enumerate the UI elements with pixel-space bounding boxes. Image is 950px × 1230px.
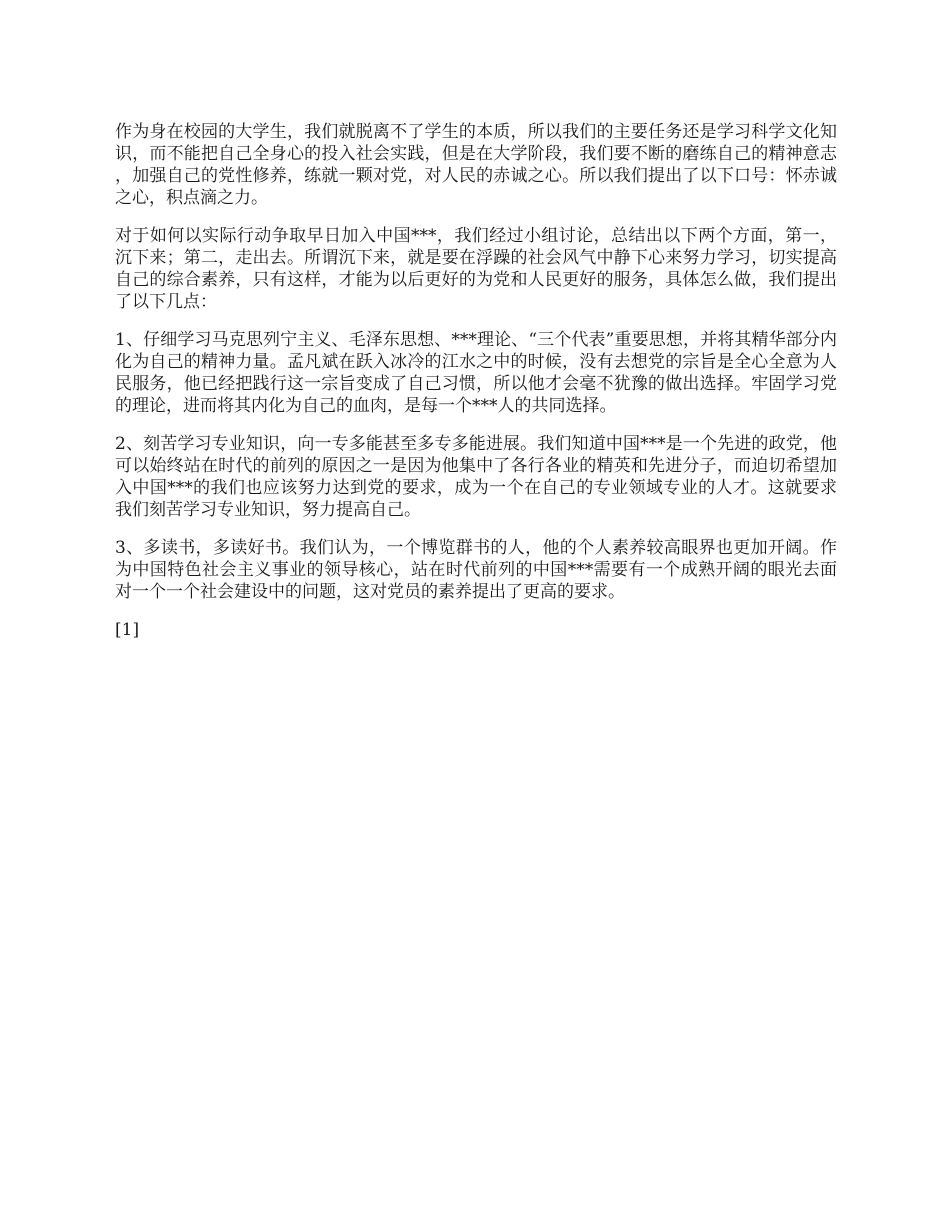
paragraph-point-2: 2、刻苦学习专业知识，向一专多能甚至多专多能进展。我们知道中国***是一个先进的政党，他可以始终站在时代的前列的原因之一是因为他集中了各行各业的精英和先进分子，而迫切希望加入中国***的我们也应该努力达到党的要求，成为一个在自己的专业领域专业的人才。这就要求我们刻苦学习专业知识，努力提高自己。 [115,434,837,520]
paragraph-intro: 作为身在校园的大学生，我们就脱离不了学生的本质，所以我们的主要任务还是学习科学文化知识，而不能把自己全身心的投入社会实践，但是在大学阶段，我们要不断的磨练自己的精神意志，加强自己的党性修养，练就一颗对党，对人民的赤诚之心。所以我们提出了以下口号：怀赤诚之心，积点滴之力。 [115,122,837,208]
document-body [115,121,837,641]
footnote-marker: [1] [115,620,140,640]
paragraph-point-1: 1、仔细学习马克思列宁主义、毛泽东思想、***理论、“三个代表”重要思想，并将其精华部分内化为自己的精神力量。孟凡斌在跃入冰冷的江水之中的时候，没有去想党的宗旨是全心全意为人民服务，他已经把践行这一宗旨变成了自己习惯，所以他才会毫不犹豫的做出选择。牢固学习党的理论，进而将其内化为自己的血肉，是每一个***人的共同选择。 [115,330,837,416]
paragraph-point-3: 3、多读书，多读好书。我们认为，一个博览群书的人，他的个人素养较高眼界也更加开阔。作为中国特色社会主义事业的领导核心，站在时代前列的中国***需要有一个成熟开阔的眼光去面对一个一个社会建设中的问题，这对党员的素养提出了更高的要求。 [115,538,837,602]
paragraph-approach: 对于如何以实际行动争取早日加入中国***，我们经过小组讨论，总结出以下两个方面，第一，沉下来；第二，走出去。所谓沉下来，就是要在浮躁的社会风气中静下心来努力学习，切实提高自己的综合素养，只有这样，才能为以后更好的为党和人民更好的服务，具体怎么做，我们提出了以下几点： [115,226,837,312]
